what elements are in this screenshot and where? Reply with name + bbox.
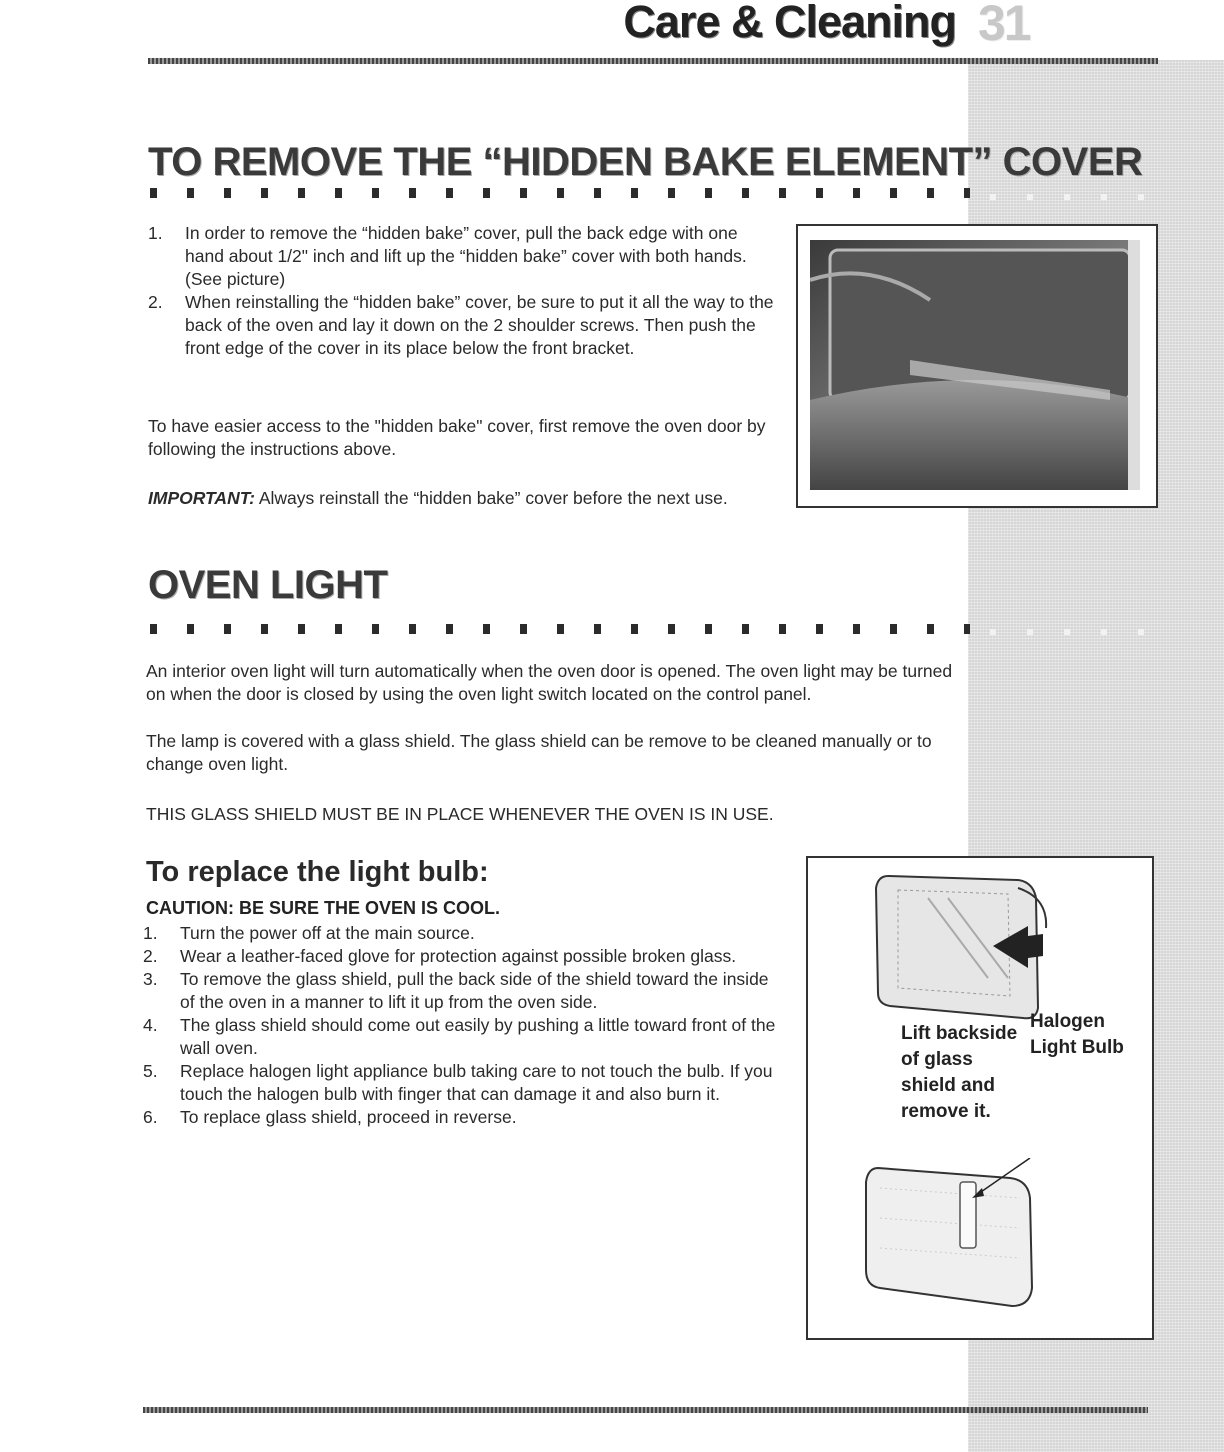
light-bulb-figure-frame bbox=[806, 856, 1154, 1340]
caution-text: CAUTION: BE SURE THE OVEN IS COOL. bbox=[146, 898, 501, 918]
oven-light-para-2: The lamp is covered with a glass shield. The glass shield can be remove to be cleaned manually or to change oven light. bbox=[146, 731, 932, 774]
important-text: Always reinstall the “hidden bake” cover before the next use. bbox=[254, 488, 728, 508]
list-item bbox=[148, 222, 778, 291]
bottom-rule bbox=[143, 1407, 1148, 1413]
page-number: 31 bbox=[978, 0, 1030, 51]
replace-bulb-steps bbox=[143, 922, 783, 1129]
list-item bbox=[143, 1060, 783, 1106]
oven-interior-photo bbox=[810, 240, 1150, 502]
step-text: In order to remove the “hidden bake” cover, pull the back edge with one hand about 1/2" inch and lift up the “hidden bake” cover with both hands. (See picture) bbox=[185, 223, 747, 289]
top-rule bbox=[148, 58, 1158, 64]
section-heading-hidden-bake: TO REMOVE THE “HIDDEN BAKE ELEMENT” COVER bbox=[148, 140, 1143, 184]
list-item bbox=[148, 291, 778, 360]
access-note: To have easier access to the "hidden bake" cover, first remove the oven door by following the instructions above. bbox=[148, 416, 766, 459]
dotted-divider-1-strip bbox=[990, 194, 1160, 200]
dotted-divider-2 bbox=[150, 624, 970, 634]
step-number: 5. bbox=[143, 1061, 158, 1081]
halogen-bulb-caption: Halogen Light Bulb bbox=[1030, 1011, 1124, 1058]
halogen-bulb-diagram bbox=[860, 1158, 1080, 1318]
lift-backside-caption: Lift backside of glass shield and remove it. bbox=[901, 1023, 1018, 1122]
step-number: 1. bbox=[143, 923, 158, 943]
list-item bbox=[143, 922, 783, 945]
oven-light-para-1: An interior oven light will turn automatically when the oven door is opened. The oven light may be turned on when the door is closed by using the oven light switch located on the control panel. bbox=[146, 661, 953, 704]
step-text: Turn the power off at the main source. bbox=[180, 923, 475, 943]
step-number: 4. bbox=[143, 1015, 158, 1035]
list-item bbox=[143, 1014, 783, 1060]
step-number: 3. bbox=[143, 969, 158, 989]
step-text: To remove the glass shield, pull the back side of the shield toward the inside of the oven in a manner to lift it up from the oven side. bbox=[180, 969, 769, 1012]
step-number: 2. bbox=[148, 292, 163, 312]
dotted-divider-1 bbox=[150, 188, 970, 198]
glass-shield-warning: THIS GLASS SHIELD MUST BE IN PLACE WHENEVER THE OVEN IS IN USE. bbox=[146, 804, 774, 824]
glass-shield-diagram bbox=[868, 868, 1068, 1028]
hidden-bake-instructions bbox=[148, 222, 778, 360]
important-note bbox=[148, 487, 778, 510]
step-text: Wear a leather-faced glove for protection against possible broken glass. bbox=[180, 946, 737, 966]
replace-bulb-heading: To replace the light bulb: bbox=[146, 856, 489, 888]
step-text: Replace halogen light appliance bulb taking care to not touch the bulb. If you touch the halogen bulb with finger that can damage it and also burn it. bbox=[180, 1061, 773, 1104]
section-heading-oven-light: OVEN LIGHT bbox=[148, 563, 388, 607]
list-item bbox=[143, 945, 783, 968]
step-text: When reinstalling the “hidden bake” cover, be sure to put it all the way to the back of the oven and lay it down on the 2 shoulder screws. Then push the front edge of the cover in its place below the front bracket. bbox=[185, 292, 774, 358]
step-number: 2. bbox=[143, 946, 158, 966]
step-number: 6. bbox=[143, 1107, 158, 1127]
page-title: Care & Cleaning bbox=[623, 0, 956, 47]
step-number: 1. bbox=[148, 223, 163, 243]
dotted-divider-2-strip bbox=[990, 629, 1160, 635]
hidden-bake-photo-frame bbox=[796, 224, 1158, 508]
important-label: IMPORTANT: bbox=[148, 488, 255, 508]
list-item bbox=[143, 1106, 783, 1129]
step-text: The glass shield should come out easily by pushing a little toward front of the wall oven. bbox=[180, 1015, 776, 1058]
step-text: To replace glass shield, proceed in reverse. bbox=[180, 1107, 517, 1127]
list-item bbox=[143, 968, 783, 1014]
